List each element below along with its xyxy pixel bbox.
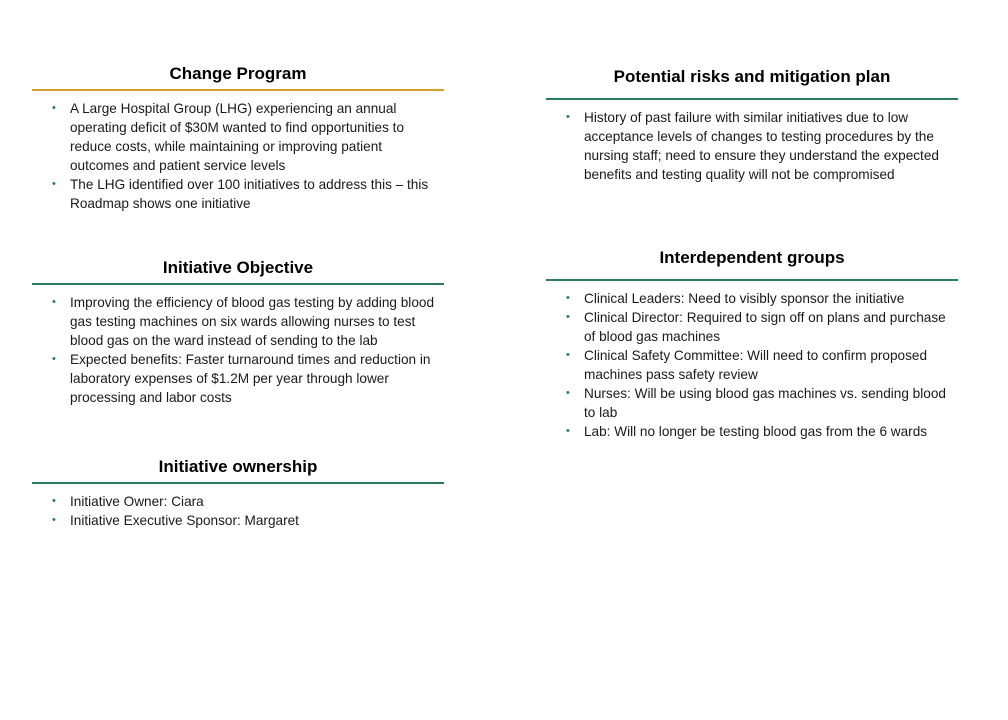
list-item: • Initiative Executive Sponsor: Margaret bbox=[52, 513, 299, 528]
change-program-divider bbox=[32, 89, 444, 91]
bullet-icon: • bbox=[52, 495, 56, 507]
list-item: • Initiative Owner: Ciara bbox=[52, 494, 204, 509]
bullet-icon: • bbox=[566, 349, 570, 361]
interdependent-groups-section bbox=[546, 245, 958, 441]
interdependent-groups-list bbox=[546, 289, 958, 441]
list-item: • Clinical Leaders: Need to visibly sponsor the initiative bbox=[566, 291, 905, 306]
risks-list bbox=[546, 108, 958, 184]
list-item: • History of past failure with similar initiatives due to low acceptance levels of changes to testing procedures by the nursing staff; need to ensure they understand the expected benefits and testing quality will not be compromised bbox=[566, 110, 939, 182]
bullet-icon: • bbox=[52, 178, 56, 190]
interdependent-groups-divider bbox=[546, 279, 958, 281]
bullet-icon: • bbox=[52, 102, 56, 114]
initiative-ownership-title: Initiative ownership bbox=[158, 457, 318, 476]
bullet-icon: • bbox=[566, 111, 570, 123]
change-program-title: Change Program bbox=[169, 64, 307, 83]
bullet-icon: • bbox=[566, 311, 570, 323]
list-item: • Improving the efficiency of blood gas testing by adding blood gas testing machines on six wards allowing nurses to test blood gas on the ward instead of sending to the lab bbox=[52, 295, 434, 348]
initiative-ownership-list bbox=[32, 492, 444, 530]
list-item: • A Large Hospital Group (LHG) experiencing an annual operating deficit of $30M wanted to find opportunities to reduce costs, while maintaining or improving patient outcomes and patient service levels bbox=[52, 101, 405, 173]
risks-section bbox=[546, 64, 958, 184]
bullet-icon: • bbox=[52, 353, 56, 365]
list-item: • Clinical Director: Required to sign off on plans and purchase of blood gas machines bbox=[566, 310, 946, 344]
risks-title: Potential risks and mitigation plan bbox=[613, 67, 891, 86]
bullet-icon: • bbox=[566, 425, 570, 437]
list-item: • The LHG identified over 100 initiatives to address this – this Roadmap shows one initiative bbox=[52, 177, 429, 211]
initiative-objective-list bbox=[32, 293, 444, 407]
list-item: • Lab: Will no longer be testing blood gas from the 6 wards bbox=[566, 424, 928, 439]
initiative-objective-divider bbox=[32, 283, 444, 285]
list-item: • Expected benefits: Faster turnaround times and reduction in laboratory expenses of $1.2M per year through lower processing and labor costs bbox=[52, 352, 431, 405]
bullet-icon: • bbox=[52, 296, 56, 308]
risks-divider bbox=[546, 98, 958, 100]
list-item: • Nurses: Will be using blood gas machines vs. sending blood to lab bbox=[566, 386, 946, 420]
change-program-section bbox=[32, 61, 444, 213]
change-program-list bbox=[32, 99, 444, 213]
initiative-ownership-section bbox=[32, 454, 444, 530]
bullet-icon: • bbox=[566, 292, 570, 304]
bullet-icon: • bbox=[52, 514, 56, 526]
interdependent-groups-title: Interdependent groups bbox=[659, 248, 845, 267]
initiative-objective-title: Initiative Objective bbox=[162, 258, 314, 277]
initiative-objective-section bbox=[32, 255, 444, 407]
bullet-icon: • bbox=[566, 387, 570, 399]
initiative-ownership-divider bbox=[32, 482, 444, 484]
list-item: • Clinical Safety Committee: Will need to confirm proposed machines pass safety review bbox=[566, 348, 928, 382]
